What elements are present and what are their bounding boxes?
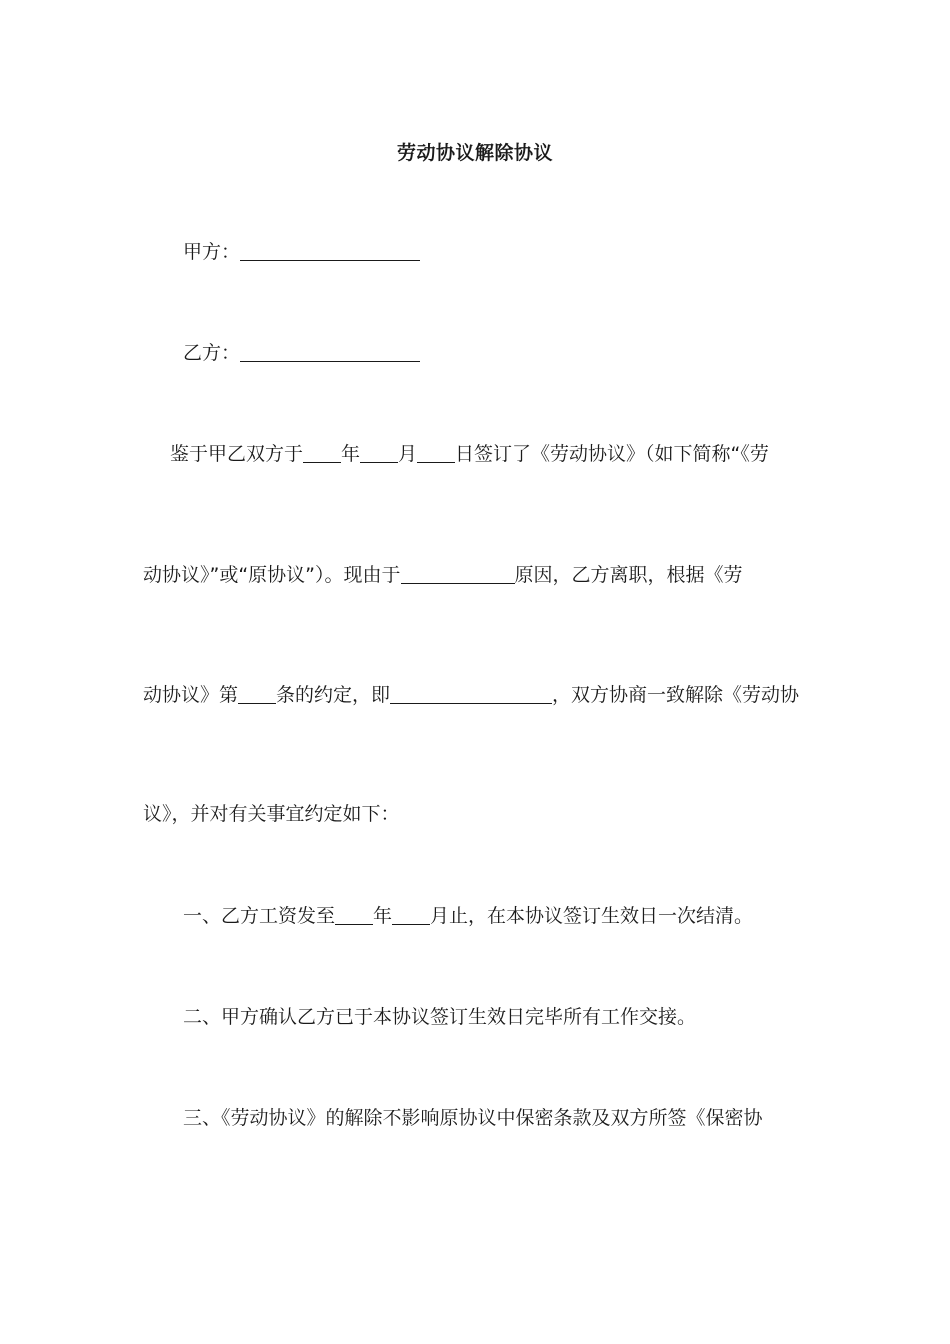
reason-blank[interactable] <box>401 563 515 584</box>
clause-1-text: 月止，在本协议签订生效日一次结清。 <box>430 905 754 927</box>
intro-text: 月 <box>398 443 418 465</box>
party-a-line <box>183 238 847 266</box>
clause-1 <box>183 902 807 930</box>
intro-line-2 <box>143 561 807 589</box>
clause-2: 二、甲方确认乙方已于本协议签订生效日完毕所有工作交接。 <box>183 1006 697 1028</box>
intro-line-4: 议》，并对有关事宜约定如下： <box>143 803 400 825</box>
article-content-blank[interactable] <box>390 683 552 704</box>
intro-text: ，双方协商一致解除《劳动协 <box>552 684 800 706</box>
article-number-blank[interactable] <box>238 683 276 704</box>
party-b-blank[interactable] <box>240 341 420 362</box>
clause-1-text: 一、乙方工资发至 <box>183 905 336 927</box>
clause-3: 三、《劳动协议》的解除不影响原协议中保密条款及双方所签《保密协 <box>183 1107 763 1129</box>
intro-text: 年 <box>341 443 361 465</box>
intro-line-3 <box>143 681 807 709</box>
party-a-label: 甲方： <box>183 241 241 263</box>
intro-text: 鉴于甲乙双方于 <box>170 443 304 465</box>
intro-text: 动协议》第 <box>143 684 239 706</box>
intro-text: 日签订了《劳动协议》（如下简称“《劳 <box>455 443 769 465</box>
party-b-label: 乙方： <box>183 342 241 364</box>
intro-text: 条的约定，即 <box>276 684 391 706</box>
sign-day-blank[interactable] <box>417 442 455 463</box>
sign-month-blank[interactable] <box>360 442 398 463</box>
document-title: 劳动协议解除协议 <box>396 142 553 164</box>
party-a-blank[interactable] <box>240 240 420 261</box>
intro-text: 动协议》”或“原协议”）。现由于 <box>143 564 401 586</box>
intro-line-1 <box>170 440 807 468</box>
clause-1-text: 年 <box>373 905 393 927</box>
party-b-line <box>183 339 847 367</box>
salary-month-blank[interactable] <box>392 904 430 925</box>
sign-year-blank[interactable] <box>303 442 341 463</box>
intro-text: 原因，乙方离职，根据《劳 <box>514 564 743 586</box>
salary-year-blank[interactable] <box>335 904 373 925</box>
